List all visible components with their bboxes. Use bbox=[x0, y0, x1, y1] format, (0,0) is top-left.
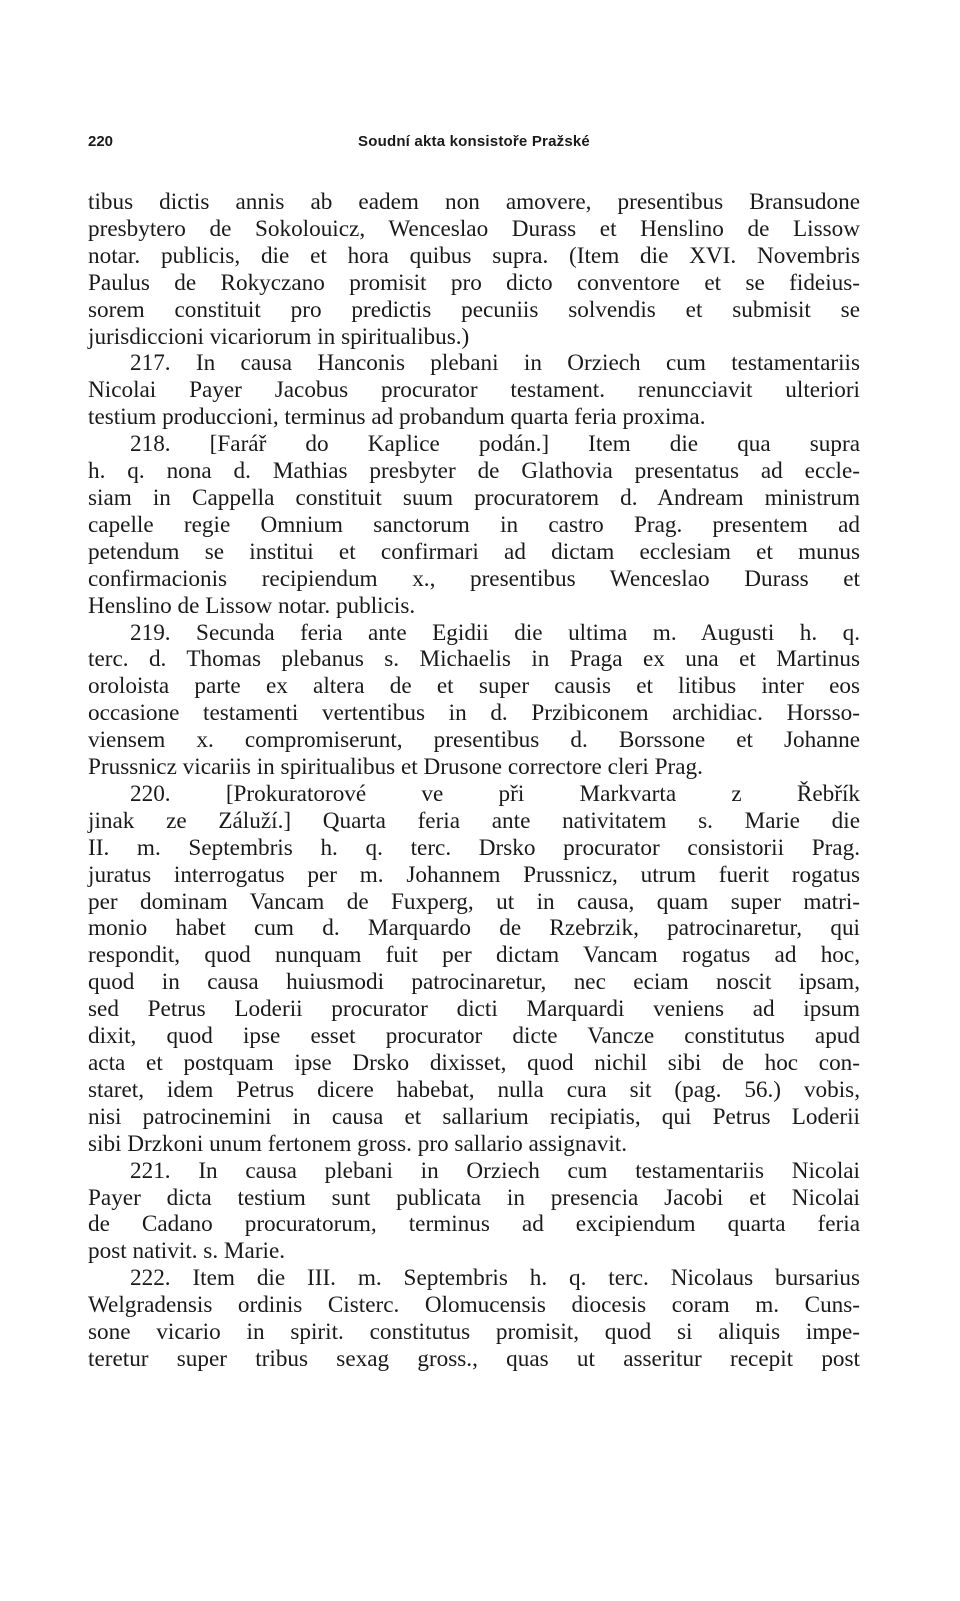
text-line: tibus dictis annis ab eadem non amovere, presentibus Bransudone bbox=[88, 189, 860, 215]
page-number: 220 bbox=[88, 133, 114, 150]
text-line: Henslino de Lissow notar. publicis. bbox=[88, 592, 416, 619]
text-line: occasione testamenti vertentibus in d. Przibiconem archidiac. Horsso- bbox=[88, 700, 860, 727]
text-line: jinak ze Záluží.] Quarta feria ante nativitatem s. Marie die bbox=[88, 807, 860, 834]
text-line: monio habet cum d. Marquardo de Rzebrzik, patrocinaretur, qui bbox=[88, 915, 860, 942]
text-line: oroloista parte ex altera de et super causis et litibus inter eos bbox=[88, 673, 860, 700]
text-line: petendum se institui et confirmari ad dictam ecclesiam et munus bbox=[88, 538, 860, 565]
text-line: presbytero de Sokolouicz, Wenceslao Durass et Henslino de Lissow bbox=[88, 215, 860, 242]
text-line: de Cadano procuratorum, terminus ad excipiendum quarta feria bbox=[88, 1211, 860, 1238]
text-line: 219. Secunda feria ante Egidii die ultima m. Augusti h. q. bbox=[130, 619, 860, 646]
text-line: post nativit. s. Marie. bbox=[88, 1238, 286, 1265]
text-line: confirmacionis recipiendum x., presentibus Wenceslao Durass et bbox=[88, 565, 860, 592]
text-line: Paulus de Rokyczano promisit pro dicto conventore et se fideius- bbox=[88, 269, 860, 296]
text-line: acta et postquam ipse Drsko dixisset, quod nichil sibi de hoc con- bbox=[88, 1050, 860, 1076]
text-line: Payer dicta testium sunt publicata in presencia Jacobi et Nicolai bbox=[88, 1184, 860, 1211]
text-line: per dominam Vancam de Fuxperg, ut in causa, quam super matri- bbox=[88, 888, 860, 915]
text-line: siam in Cappella constituit suum procuratorem d. Andream ministrum bbox=[88, 484, 860, 511]
text-line: h. q. nona d. Mathias presbyter de Glathovia presentatus ad eccle- bbox=[88, 458, 860, 485]
text-line: jurisdiccioni vicariorum in spiritualibus.) bbox=[88, 323, 470, 350]
body-text bbox=[88, 189, 860, 1373]
text-line: notar. publicis, die et hora quibus supra. (Item die XVI. Novembris bbox=[88, 242, 860, 269]
text-line: dixit, quod ipse esset procurator dicte Vancze constitutus apud bbox=[88, 1023, 860, 1050]
text-line: II. m. Septembris h. q. terc. Drsko procurator consistorii Prag. bbox=[88, 834, 860, 861]
text-line: 217. In causa Hanconis plebani in Orziech cum testamentariis bbox=[130, 350, 860, 377]
text-line: respondit, quod nunquam fuit per dictam Vancam rogatus ad hoc, bbox=[88, 942, 860, 969]
text-line: 222. Item die III. m. Septembris h. q. terc. Nicolaus bursarius bbox=[130, 1265, 860, 1292]
text-line: Welgradensis ordinis Cisterc. Olomucensis diocesis coram m. Cuns- bbox=[88, 1292, 860, 1319]
running-title: Soudní akta konsistoře Pražské bbox=[358, 133, 590, 150]
text-line: viensem x. compromiserunt, presentibus d. Borssone et Johanne bbox=[88, 727, 860, 754]
document-page bbox=[88, 0, 860, 1601]
text-line: testium produccioni, terminus ad probandum quarta feria proxima. bbox=[88, 404, 706, 431]
text-line: sorem constituit pro predictis pecuniis solvendis et submisit se bbox=[88, 296, 860, 323]
text-line: sed Petrus Loderii procurator dicti Marquardi veniens ad ipsum bbox=[88, 996, 860, 1023]
text-line: staret, idem Petrus dicere habebat, nulla cura sit (pag. 56.) vobis, bbox=[88, 1076, 860, 1103]
text-line: sibi Drzkoni unum fertonem gross. pro sallario assignavit. bbox=[88, 1130, 628, 1157]
text-line: teretur super tribus sexag gross., quas ut asseritur recepit post bbox=[88, 1345, 860, 1372]
text-line: 221. In causa plebani in Orziech cum testamentariis Nicolai bbox=[130, 1157, 860, 1184]
text-line: capelle regie Omnium sanctorum in castro Prag. presentem ad bbox=[88, 511, 860, 538]
text-line: quod in causa huiusmodi patrocinaretur, nec eciam noscit ipsam, bbox=[88, 969, 860, 996]
text-line: 220. [Prokuratorové ve při Markvarta z Řebřík bbox=[130, 780, 860, 807]
text-line: sone vicario in spirit. constitutus promisit, quod si aliquis impe- bbox=[88, 1319, 860, 1346]
text-line: terc. d. Thomas plebanus s. Michaelis in Praga ex una et Martinus bbox=[88, 646, 860, 673]
text-line: juratus interrogatus per m. Johannem Prussnicz, utrum fuerit rogatus bbox=[88, 861, 860, 888]
text-line: Prussnicz vicariis in spiritualibus et Drusone correctore cleri Prag. bbox=[88, 754, 703, 781]
text-line: nisi patrocinemini in causa et sallarium recipiatis, qui Petrus Loderii bbox=[88, 1103, 860, 1130]
running-head bbox=[88, 133, 860, 157]
text-line: 218. [Farář do Kaplice podán.] Item die qua supra bbox=[130, 431, 860, 458]
text-line: Nicolai Payer Jacobus procurator testament. renuncciavit ulteriori bbox=[88, 377, 860, 404]
